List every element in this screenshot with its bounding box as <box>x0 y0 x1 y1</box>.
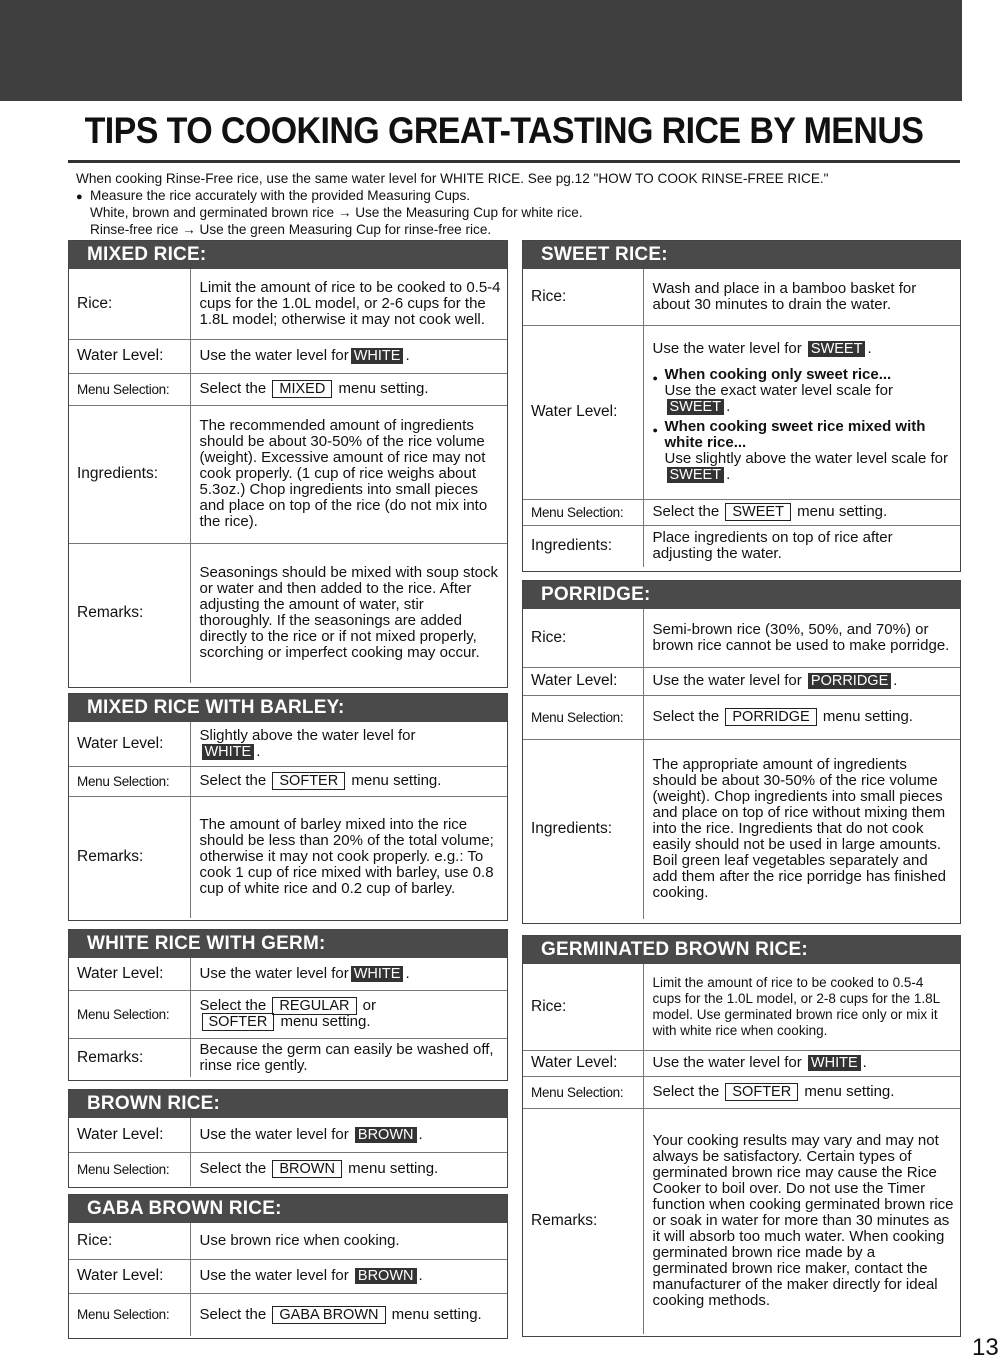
value-water-level <box>190 1259 507 1293</box>
value-menu-selection <box>190 373 507 405</box>
label-water-level: Water Level: <box>69 958 190 990</box>
label-rice: Rice: <box>69 1223 190 1259</box>
section-porridge <box>522 580 961 924</box>
label-rice: Rice: <box>523 269 643 325</box>
text: Use the water level for <box>199 1267 349 1284</box>
value-rice: Use brown rice when cooking. <box>199 1231 400 1249</box>
label-menu-selection: Menu Selection: <box>69 1152 190 1186</box>
text: Your cooking results may vary and may not always be satisfactory. Certain types of germinated brown rice may cause the Rice Cooker to boil over. Do not use the Timer function when cooking germinated brown rice or soak in water for more than 30 minutes as it will absorb too much water. <box>652 1132 954 1246</box>
brown-tag: BROWN <box>355 1127 417 1143</box>
text: . <box>405 347 410 364</box>
value-rice: Semi-brown rice (30%, 50%, and 70%) or brown rice cannot be used to make porridge. <box>652 620 950 654</box>
label-water-level: Water Level: <box>523 325 643 499</box>
text: Select the <box>199 772 267 789</box>
value-menu-selection <box>643 695 960 739</box>
text: menu setting. <box>797 503 888 520</box>
text: menu setting. <box>391 1305 482 1323</box>
value-water-level <box>643 325 960 499</box>
text: Use the water level for <box>199 347 349 364</box>
text: Use the exact water level scale for <box>664 382 893 399</box>
text: Use the water level for <box>652 1054 802 1071</box>
label-rice: Rice: <box>523 609 643 667</box>
value-water-level <box>643 1050 960 1076</box>
text: Use the water level for <box>199 1125 349 1143</box>
sweet-tag: SWEET <box>667 467 725 483</box>
text: The amount of barley mixed into the rice should be less than 20% of the total volume; otherwise it may not cook properly. <box>199 816 494 866</box>
label-menu-selection: Menu Selection: <box>523 695 643 739</box>
value-menu-selection <box>643 1076 960 1108</box>
white-tag: WHITE <box>351 348 404 364</box>
text: Select the <box>652 708 720 725</box>
page-number: 13 <box>972 1334 999 1361</box>
text: . <box>867 340 872 357</box>
value-water-level <box>190 722 507 766</box>
value-remarks: Because the germ can easily be washed off, rinse rice gently. <box>190 1038 507 1077</box>
text: . <box>726 466 731 483</box>
sweet-box-tag: SWEET <box>725 503 791 521</box>
softer-tag: SOFTER <box>725 1083 798 1101</box>
text: menu setting. <box>351 772 442 789</box>
title-divider <box>68 160 960 163</box>
label-water-level: Water Level: <box>523 1050 643 1076</box>
text: Use the water level for <box>652 672 802 689</box>
intro-notes <box>76 171 829 238</box>
softer-tag: SOFTER <box>202 1013 275 1031</box>
value-menu-selection <box>190 990 507 1038</box>
intro-line: When cooking Rinse-Free rice, use the same water level for WHITE RICE. See pg.12 "HOW TO COOK RINSE-FREE RICE." <box>76 171 829 186</box>
label-remarks: Remarks: <box>523 1108 643 1334</box>
section-heading: BROWN RICE: <box>69 1090 507 1118</box>
white-tag: WHITE <box>202 744 255 760</box>
value-rice: Wash and place in a bamboo basket for about 30 minutes to drain the water. <box>652 279 917 313</box>
section-germ <box>68 929 508 1081</box>
text: Select the <box>199 380 267 397</box>
text: Slightly above the water level for <box>199 726 416 744</box>
text: When cooking germinated brown rice made by a germinated brown rice maker, contact the manufacturer of the maker directly for ideal cooking methods. <box>652 1228 945 1310</box>
text: Select the <box>652 1083 720 1100</box>
label-remarks: Remarks: <box>69 1038 190 1077</box>
text: Use the water level for <box>199 964 349 982</box>
section-heading: PORRIDGE: <box>523 581 960 609</box>
label-ingredients: Ingredients: <box>523 739 643 919</box>
value-menu-selection <box>190 1152 507 1186</box>
text: . <box>893 672 898 689</box>
text: menu setting. <box>348 1160 439 1178</box>
intro-line: White, brown and germinated brown rice → Use the Measuring Cup for white rice. <box>90 205 583 220</box>
text: Use slightly above the water level scale for <box>664 450 948 467</box>
brown-box-tag: BROWN <box>272 1160 342 1178</box>
section-gaba <box>68 1194 508 1339</box>
section-heading: SWEET RICE: <box>523 241 960 269</box>
value-menu-selection <box>643 499 960 525</box>
white-tag: WHITE <box>808 1055 861 1071</box>
text: . <box>256 742 261 760</box>
label-ingredients: Ingredients: <box>69 405 190 543</box>
softer-tag: SOFTER <box>272 772 345 790</box>
section-sweet <box>522 240 961 572</box>
mixed-tag: MIXED <box>272 380 332 398</box>
label-water-level: Water Level: <box>69 1118 190 1152</box>
sweet-only-title: ● When cooking only sweet rice... <box>665 367 955 383</box>
section-heading: MIXED RICE WITH BARLEY: <box>69 694 507 722</box>
section-brown <box>68 1089 508 1188</box>
section-heading: GERMINATED BROWN RICE: <box>523 936 960 964</box>
text: menu setting. <box>822 708 913 725</box>
label-remarks: Remarks: <box>69 543 190 683</box>
section-barley <box>68 693 508 921</box>
text: Use the water level for <box>652 340 802 357</box>
label-water-level: Water Level: <box>69 339 190 373</box>
value-remarks <box>190 796 507 918</box>
value-water-level <box>190 1118 507 1152</box>
label-water-level: Water Level: <box>69 722 190 766</box>
header-bar <box>0 0 962 101</box>
text: . <box>405 964 410 982</box>
text: or <box>362 997 377 1014</box>
text: . <box>862 1054 867 1071</box>
label-water-level: Water Level: <box>523 667 643 695</box>
label-menu-selection: Menu Selection: <box>523 1076 643 1108</box>
regular-tag: REGULAR <box>272 997 356 1015</box>
value-ingredients: The appropriate amount of ingredients should be about 30-50% of the rice volume (weight). Chop ingredients into small pieces and place on top of rice without mixing them into the rice. Ingredients that do not cook easily should not be used in large amounts. Boil green leaf vegetables separately and add them after the rice porridge has finished cooking. <box>643 739 960 919</box>
section-heading: WHITE RICE WITH GERM: <box>69 930 507 958</box>
value-water-level <box>190 958 507 990</box>
section-heading: GABA BROWN RICE: <box>69 1195 507 1223</box>
label-menu-selection: Menu Selection: <box>69 766 190 796</box>
section-heading: MIXED RICE: <box>69 241 507 269</box>
section-mixed-rice <box>68 240 508 688</box>
value-menu-selection <box>190 766 507 796</box>
label-menu-selection: Menu Selection: <box>69 373 190 405</box>
gaba-brown-tag: GABA BROWN <box>272 1306 385 1324</box>
value-rice: Limit the amount of rice to be cooked to 0.5-4 cups for the 1.0L model, or 2-6 cups for the 1.8L model; otherwise it may not cook well. <box>199 278 501 328</box>
intro-line: Rinse-free rice → Use the green Measuring Cup for rinse-free rice. <box>90 221 492 237</box>
label-menu-selection: Menu Selection: <box>69 1293 190 1336</box>
text: menu setting. <box>280 1013 371 1030</box>
white-tag: WHITE <box>351 966 404 982</box>
label-rice: Rice: <box>523 964 643 1050</box>
label-remarks: Remarks: <box>69 796 190 918</box>
label-menu-selection: Menu Selection: <box>523 499 643 525</box>
sweet-tag: SWEET <box>667 399 725 415</box>
porridge-box-tag: PORRIDGE <box>725 708 816 726</box>
value-water-level <box>643 667 960 695</box>
page-title: TIPS TO COOKING GREAT-TASTING RICE BY MENUS <box>84 110 924 152</box>
value-water-level <box>190 339 507 373</box>
text: menu setting. <box>804 1083 895 1100</box>
section-germinated <box>522 935 961 1337</box>
text: Select the <box>199 997 267 1014</box>
value-rice: Limit the amount of rice to be cooked to 0.5-4 cups for the 1.0L model, or 2-8 cups for the 1.8L model. Use germinated brown rice only or mix it with white rice when cooking. <box>652 974 940 1038</box>
value-remarks <box>643 1108 960 1334</box>
brown-tag: BROWN <box>355 1268 417 1284</box>
value-ingredients: The recommended amount of ingredients should be about 30-50% of the rice volume (weight). Excessive amount of rice may not cook properly. (1 cup of rice weighs about 5.3oz.) Chop ingredients into small pieces and place on top of the rice (do not mix into the rice). <box>190 405 507 543</box>
text: menu setting. <box>338 380 429 397</box>
label-water-level: Water Level: <box>69 1259 190 1293</box>
text: . <box>418 1125 423 1143</box>
intro-bullet <box>76 188 829 206</box>
porridge-tag: PORRIDGE <box>808 673 891 689</box>
label-menu-selection: Menu Selection: <box>69 990 190 1038</box>
text: . <box>726 398 731 415</box>
label-ingredients: Ingredients: <box>523 525 643 567</box>
value-ingredients: Place ingredients on top of rice after adjusting the water. <box>643 525 960 567</box>
value-remarks: Seasonings should be mixed with soup stock or water and then added to the rice. After adjusting the amount of water, stir thoroughly. If the seasonings are added directly to the rice or if not mixed properly, scorching or imperfect cooking may occur. <box>190 543 507 683</box>
sweet-tag: SWEET <box>808 341 866 357</box>
text: e.g.: To cook 1 cup of rice mixed with barley, use 0.8 cup of white rice and 0.2 cup of barley. <box>199 848 494 898</box>
label-rice: Rice: <box>69 269 190 339</box>
sweet-mixed-title: ● When cooking sweet rice mixed with white rice... <box>665 419 955 451</box>
text: Select the <box>199 1160 267 1178</box>
text: Select the <box>199 1305 267 1323</box>
text: . <box>418 1267 423 1284</box>
value-menu-selection <box>190 1293 507 1336</box>
intro-bullet-text: Measure the rice accurately with the provided Measuring Cups. <box>90 187 471 203</box>
text: Select the <box>652 503 720 520</box>
